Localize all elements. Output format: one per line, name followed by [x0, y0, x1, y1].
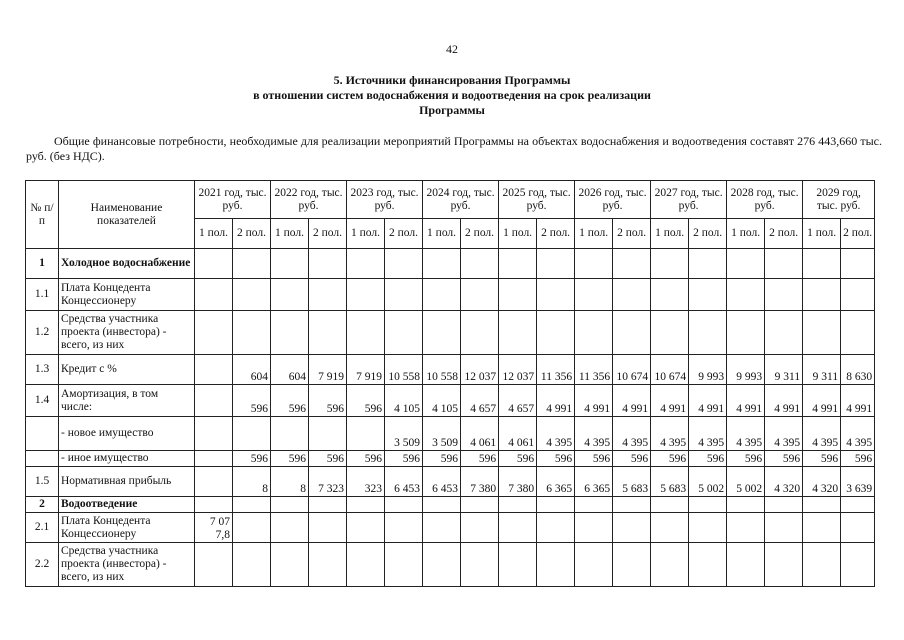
header-no: № п/п [26, 181, 59, 249]
value-cell: 7 380 [499, 467, 537, 497]
value-cell [271, 543, 309, 587]
value-cell: 596 [423, 451, 461, 467]
value-cell [537, 279, 575, 311]
value-cell: 7 323 [309, 467, 347, 497]
value-cell: 4 395 [803, 417, 841, 451]
row-number [26, 417, 59, 451]
value-cell: 4 105 [423, 385, 461, 417]
value-cell [613, 543, 651, 587]
value-cell [727, 311, 765, 355]
value-cell: 596 [765, 451, 803, 467]
row-name: Амортизация, в том числе: [59, 385, 195, 417]
row-number: 2.1 [26, 513, 59, 543]
value-cell [461, 249, 499, 279]
value-cell: 4 061 [461, 417, 499, 451]
value-cell: 596 [537, 451, 575, 467]
row-number: 1.5 [26, 467, 59, 497]
value-cell [575, 513, 613, 543]
value-cell: 4 395 [727, 417, 765, 451]
value-cell [461, 279, 499, 311]
header-half: 1 пол. [575, 219, 613, 249]
value-cell [537, 543, 575, 587]
row-number: 2.2 [26, 543, 59, 587]
value-cell [309, 513, 347, 543]
value-cell: 7 919 [347, 355, 385, 385]
value-cell: 604 [233, 355, 271, 385]
value-cell [423, 543, 461, 587]
value-cell [765, 279, 803, 311]
value-cell [651, 311, 689, 355]
table-row [26, 543, 875, 587]
header-half: 1 пол. [347, 219, 385, 249]
header-year: 2025 год, тыс. руб. [499, 181, 575, 219]
value-cell: 4 991 [803, 385, 841, 417]
value-cell [499, 513, 537, 543]
value-cell: 6 365 [575, 467, 613, 497]
value-cell [385, 497, 423, 513]
header-half: 2 пол. [233, 219, 271, 249]
header-half: 2 пол. [309, 219, 347, 249]
value-cell: 10 674 [613, 355, 651, 385]
value-cell [271, 513, 309, 543]
header-year: 2023 год, тыс. руб. [347, 181, 423, 219]
value-cell [651, 497, 689, 513]
value-cell: 12 037 [499, 355, 537, 385]
value-cell [195, 467, 233, 497]
value-cell: 12 037 [461, 355, 499, 385]
value-cell: 604 [271, 355, 309, 385]
value-cell: 11 356 [575, 355, 613, 385]
value-cell [461, 497, 499, 513]
value-cell [613, 279, 651, 311]
header-year: 2024 год, тыс. руб. [423, 181, 499, 219]
header-half: 2 пол. [765, 219, 803, 249]
header-half: 1 пол. [195, 219, 233, 249]
value-cell [233, 513, 271, 543]
value-cell: 3 639 [841, 467, 875, 497]
header-half: 1 пол. [271, 219, 309, 249]
value-cell: 4 991 [651, 385, 689, 417]
value-cell: 10 674 [651, 355, 689, 385]
value-cell [727, 497, 765, 513]
value-cell [841, 513, 875, 543]
header-year: 2029 год, тыс. руб. [803, 181, 875, 219]
value-cell [309, 543, 347, 587]
row-number: 1.4 [26, 385, 59, 417]
value-cell: 10 558 [385, 355, 423, 385]
value-cell [537, 311, 575, 355]
value-cell: 3 509 [423, 417, 461, 451]
value-cell [423, 311, 461, 355]
table-row [26, 311, 875, 355]
value-cell [347, 417, 385, 451]
header-half: 2 пол. [385, 219, 423, 249]
value-cell [765, 497, 803, 513]
value-cell [613, 249, 651, 279]
value-cell: 4 991 [537, 385, 575, 417]
value-cell [765, 249, 803, 279]
value-cell [271, 311, 309, 355]
value-cell: 4 395 [689, 417, 727, 451]
value-cell [575, 311, 613, 355]
value-cell [765, 513, 803, 543]
row-name: Кредит с % [59, 355, 195, 385]
value-cell [727, 249, 765, 279]
value-cell: 7 380 [461, 467, 499, 497]
value-cell [195, 249, 233, 279]
header-half: 2 пол. [613, 219, 651, 249]
value-cell: 596 [689, 451, 727, 467]
value-cell [803, 279, 841, 311]
header-half: 1 пол. [803, 219, 841, 249]
value-cell [841, 311, 875, 355]
value-cell: 9 993 [727, 355, 765, 385]
value-cell [689, 497, 727, 513]
value-cell [537, 497, 575, 513]
value-cell [271, 279, 309, 311]
page-number: 42 [446, 42, 458, 56]
value-cell [347, 249, 385, 279]
value-cell [613, 513, 651, 543]
value-cell: 4 991 [575, 385, 613, 417]
value-cell [689, 513, 727, 543]
value-cell [423, 249, 461, 279]
value-cell [689, 279, 727, 311]
value-cell [195, 543, 233, 587]
value-cell [841, 497, 875, 513]
value-cell: 4 105 [385, 385, 423, 417]
row-number: 1.2 [26, 311, 59, 355]
value-cell [385, 513, 423, 543]
header-half: 1 пол. [651, 219, 689, 249]
value-cell [613, 311, 651, 355]
value-cell: 9 311 [765, 355, 803, 385]
value-cell [195, 279, 233, 311]
value-cell: 596 [613, 451, 651, 467]
header-half: 2 пол. [537, 219, 575, 249]
value-cell [195, 311, 233, 355]
value-cell [689, 543, 727, 587]
value-cell: 6 453 [385, 467, 423, 497]
header-year: 2026 год, тыс. руб. [575, 181, 651, 219]
value-cell: 5 683 [651, 467, 689, 497]
value-cell: 8 [271, 467, 309, 497]
value-cell: 4 395 [575, 417, 613, 451]
value-cell [803, 311, 841, 355]
value-cell [841, 249, 875, 279]
value-cell [385, 249, 423, 279]
value-cell [347, 543, 385, 587]
value-cell: 5 002 [689, 467, 727, 497]
value-cell: 596 [309, 385, 347, 417]
row-number: 1.3 [26, 355, 59, 385]
value-cell: 4 991 [841, 385, 875, 417]
value-cell [233, 249, 271, 279]
value-cell [309, 279, 347, 311]
value-cell [613, 497, 651, 513]
value-cell [537, 513, 575, 543]
value-cell: 9 993 [689, 355, 727, 385]
value-cell [765, 543, 803, 587]
value-cell: 596 [271, 451, 309, 467]
value-cell: 4 395 [537, 417, 575, 451]
value-cell [233, 311, 271, 355]
value-cell [499, 311, 537, 355]
value-cell [651, 279, 689, 311]
value-cell [271, 497, 309, 513]
value-cell [195, 497, 233, 513]
value-cell: 596 [347, 385, 385, 417]
row-name: Холодное водоснабжение [59, 249, 195, 279]
value-cell [727, 513, 765, 543]
value-cell: 5 002 [727, 467, 765, 497]
value-cell: 4 991 [727, 385, 765, 417]
value-cell: 7 07 7,8 [195, 513, 233, 543]
value-cell: 596 [385, 451, 423, 467]
header-half: 1 пол. [727, 219, 765, 249]
value-cell: 596 [233, 385, 271, 417]
value-cell [499, 497, 537, 513]
value-cell [651, 543, 689, 587]
value-cell [385, 279, 423, 311]
table-row [26, 355, 875, 385]
value-cell [803, 543, 841, 587]
value-cell [689, 311, 727, 355]
value-cell: 4 657 [499, 385, 537, 417]
value-cell: 9 311 [803, 355, 841, 385]
value-cell [271, 417, 309, 451]
value-cell: 8 630 [841, 355, 875, 385]
value-cell [233, 543, 271, 587]
header-year: 2022 год, тыс. руб. [271, 181, 347, 219]
header-year: 2028 год, тыс. руб. [727, 181, 803, 219]
value-cell: 3 509 [385, 417, 423, 451]
row-number: 2 [26, 497, 59, 513]
table-row [26, 497, 875, 513]
value-cell [233, 279, 271, 311]
value-cell [423, 497, 461, 513]
value-cell: 596 [499, 451, 537, 467]
table-row [26, 451, 875, 467]
value-cell: 4 395 [765, 417, 803, 451]
value-cell [803, 249, 841, 279]
value-cell [575, 497, 613, 513]
row-name: Плата Концедента Концессионеру [59, 279, 195, 311]
value-cell: 4 320 [803, 467, 841, 497]
header-half: 2 пол. [841, 219, 875, 249]
value-cell: 10 558 [423, 355, 461, 385]
value-cell [385, 311, 423, 355]
header-year: 2027 год, тыс. руб. [651, 181, 727, 219]
value-cell [575, 543, 613, 587]
value-cell [651, 249, 689, 279]
value-cell [347, 279, 385, 311]
value-cell: 11 356 [537, 355, 575, 385]
value-cell [727, 543, 765, 587]
value-cell: 596 [347, 451, 385, 467]
value-cell [347, 513, 385, 543]
value-cell [195, 385, 233, 417]
header-year: 2021 год, тыс. руб. [195, 181, 271, 219]
value-cell: 7 919 [309, 355, 347, 385]
value-cell [575, 279, 613, 311]
value-cell [347, 497, 385, 513]
row-name: Водоотведение [59, 497, 195, 513]
value-cell [461, 543, 499, 587]
row-number: 1 [26, 249, 59, 279]
value-cell: 5 683 [613, 467, 651, 497]
financing-table [25, 180, 875, 587]
value-cell [309, 249, 347, 279]
value-cell [309, 417, 347, 451]
row-name: Плата Концедента Концессионеру [59, 513, 195, 543]
header-half: 1 пол. [423, 219, 461, 249]
value-cell [499, 279, 537, 311]
value-cell [803, 513, 841, 543]
value-cell [651, 513, 689, 543]
value-cell [841, 279, 875, 311]
value-cell [423, 513, 461, 543]
value-cell: 6 365 [537, 467, 575, 497]
intro-paragraph: Общие финансовые потребности, необходимые для реализации мероприятий Программы на объектах водоснабжения и водоотведения составят 276 443,660 тыс. руб. (без НДС). [26, 134, 882, 163]
value-cell: 596 [271, 385, 309, 417]
section-title-line-3: Программы [419, 103, 485, 117]
value-cell [309, 311, 347, 355]
value-cell [233, 497, 271, 513]
value-cell: 4 320 [765, 467, 803, 497]
table-row [26, 417, 875, 451]
value-cell [765, 311, 803, 355]
table-row [26, 467, 875, 497]
value-cell [423, 279, 461, 311]
row-name: - иное имущество [59, 451, 195, 467]
value-cell [727, 279, 765, 311]
row-name: Нормативная прибыль [59, 467, 195, 497]
header-name: Наименование показателей [59, 181, 195, 249]
value-cell [689, 249, 727, 279]
value-cell: 596 [309, 451, 347, 467]
value-cell: 596 [727, 451, 765, 467]
table-row [26, 385, 875, 417]
value-cell: 4 395 [841, 417, 875, 451]
value-cell [195, 355, 233, 385]
value-cell [499, 249, 537, 279]
value-cell: 323 [347, 467, 385, 497]
header-half: 2 пол. [461, 219, 499, 249]
value-cell: 596 [575, 451, 613, 467]
value-cell [575, 249, 613, 279]
value-cell: 6 453 [423, 467, 461, 497]
section-title-line-2: в отношении систем водоснабжения и водоотведения на срок реализации [253, 88, 651, 102]
row-number: 1.1 [26, 279, 59, 311]
header-half: 1 пол. [499, 219, 537, 249]
value-cell: 596 [841, 451, 875, 467]
value-cell: 4 395 [651, 417, 689, 451]
value-cell [195, 451, 233, 467]
row-name: Средства участника проекта (инвестора) - всего, из них [59, 311, 195, 355]
value-cell: 4 395 [613, 417, 651, 451]
value-cell: 4 991 [613, 385, 651, 417]
value-cell: 4 991 [765, 385, 803, 417]
value-cell [271, 249, 309, 279]
section-title-line-1: 5. Источники финансирования Программы [333, 73, 571, 87]
value-cell: 4 061 [499, 417, 537, 451]
value-cell [499, 543, 537, 587]
value-cell [537, 249, 575, 279]
value-cell [385, 543, 423, 587]
value-cell [195, 417, 233, 451]
value-cell: 596 [803, 451, 841, 467]
value-cell [841, 543, 875, 587]
value-cell: 596 [651, 451, 689, 467]
value-cell: 8 [233, 467, 271, 497]
value-cell [347, 311, 385, 355]
table-row [26, 279, 875, 311]
value-cell: 4 657 [461, 385, 499, 417]
value-cell: 596 [233, 451, 271, 467]
value-cell [309, 497, 347, 513]
row-name: Средства участника проекта (инвестора) - всего, из них [59, 543, 195, 587]
value-cell [461, 311, 499, 355]
value-cell [803, 497, 841, 513]
row-number [26, 451, 59, 467]
value-cell [233, 417, 271, 451]
value-cell [461, 513, 499, 543]
value-cell: 596 [461, 451, 499, 467]
header-half: 2 пол. [689, 219, 727, 249]
value-cell: 4 991 [689, 385, 727, 417]
table-row [26, 513, 875, 543]
table-row [26, 249, 875, 279]
row-name: - новое имущество [59, 417, 195, 451]
section-title [0, 73, 904, 118]
